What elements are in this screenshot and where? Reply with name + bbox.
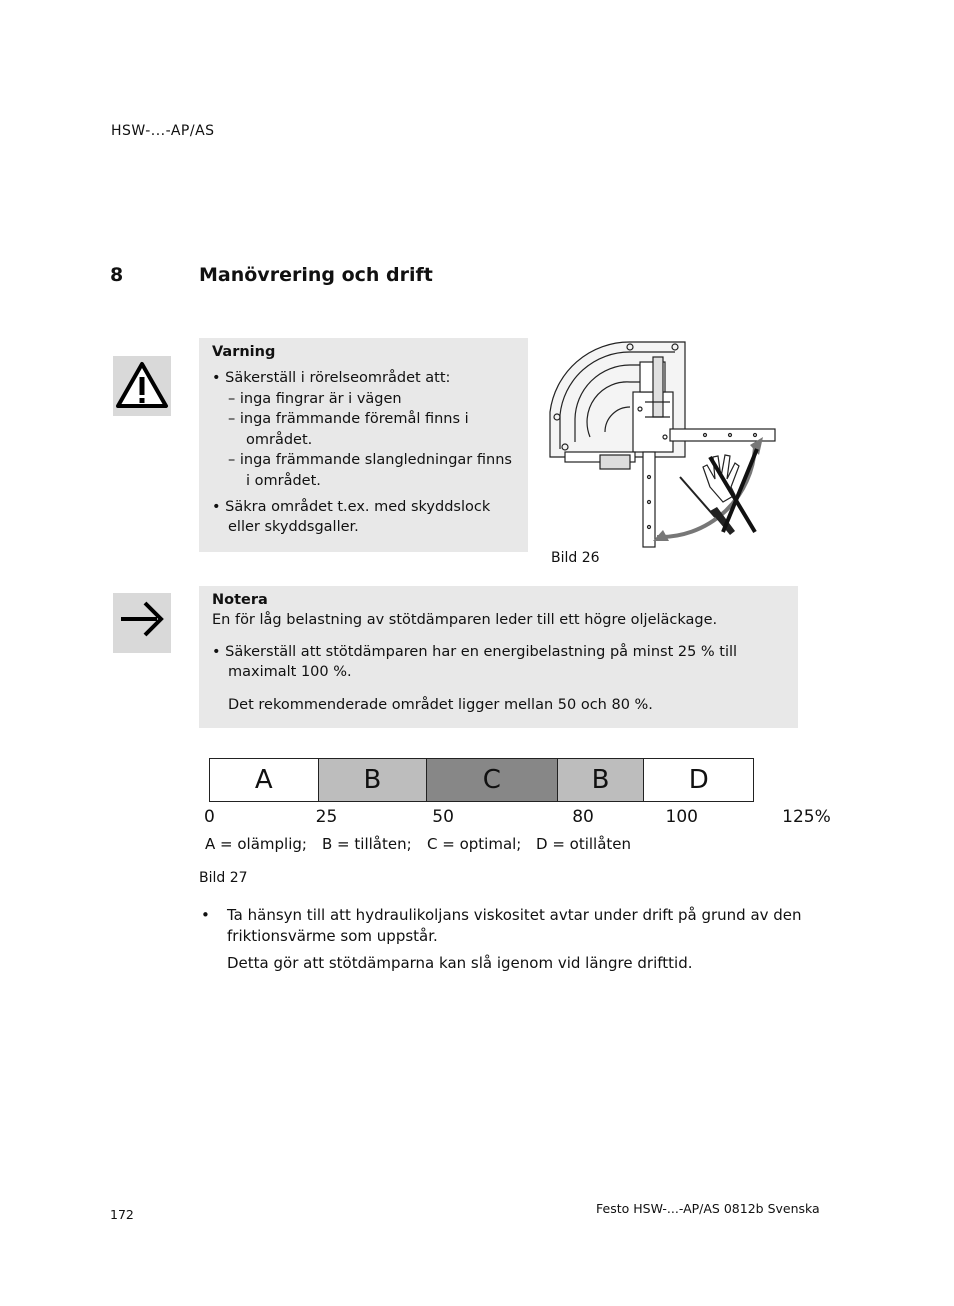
scale-tick-label: 80 <box>572 807 594 827</box>
scale-tick-label: 50 <box>432 807 454 827</box>
section-title: Manövrering och drift <box>199 264 433 286</box>
energy-load-scale <box>209 758 754 802</box>
scale-segment-c: C <box>427 759 557 801</box>
scale-legend-item: D = otillåten <box>536 835 632 853</box>
warning-line: • Säkra området t.ex. med skyddslock <box>212 499 491 515</box>
scale-segment-d: D <box>644 759 753 801</box>
warning-icon <box>113 356 171 416</box>
scale-tick-label: 125% <box>782 807 831 827</box>
warning-line: – inga främmande slangledningar finns <box>228 452 512 468</box>
body-bullet-marker: • <box>201 906 210 924</box>
warning-heading: Varning <box>212 344 276 360</box>
warning-line: området. <box>246 432 313 448</box>
warning-line: – inga främmande föremål finns i <box>228 411 469 427</box>
scale-tick-label: 100 <box>665 807 698 827</box>
warning-line: i området. <box>246 473 321 489</box>
scale-legend-item: C = optimal; <box>427 835 522 853</box>
gripper-hazard-drawing <box>545 337 780 552</box>
scale-segment-a: A <box>210 759 319 801</box>
note-heading: Notera <box>212 592 268 608</box>
note-bullet: • Säkerställ att stötdämparen har en energibelastning på minst 25 % till <box>212 644 738 660</box>
body-text: friktionsvärme som uppstår. <box>227 927 438 945</box>
body-text: Ta hänsyn till att hydraulikoljans viskositet avtar under drift på grund av den <box>227 906 802 924</box>
page-number: 172 <box>110 1207 134 1222</box>
arrow-right-icon <box>113 593 171 653</box>
document-header: HSW-...-AP/AS <box>111 123 215 139</box>
warning-line: • Säkerställ i rörelseområdet att: <box>212 370 451 386</box>
figure-27-caption: Bild 27 <box>199 870 248 886</box>
note-bullet: maximalt 100 %. <box>228 664 352 680</box>
warning-line: – inga fingrar är i vägen <box>228 391 402 407</box>
body-followup: Detta gör att stötdämparna kan slå igenom vid längre drifttid. <box>227 954 693 972</box>
scale-tick-label: 25 <box>315 807 338 827</box>
scale-tick-label: 0 <box>204 807 215 827</box>
scale-segment-b: B <box>319 759 428 801</box>
footer-doc-id: Festo HSW-...-AP/AS 0812b Svenska <box>596 1201 820 1216</box>
note-box <box>199 586 798 728</box>
note-intro: En för låg belastning av stötdämparen leder till ett högre oljeläckage. <box>212 612 718 628</box>
section-number: 8 <box>110 264 124 286</box>
figure-26-caption: Bild 26 <box>551 550 600 566</box>
warning-box <box>199 338 528 552</box>
scale-legend-item: B = tillåten; <box>322 835 412 853</box>
warning-line: eller skyddsgaller. <box>228 519 359 535</box>
scale-segment-b: B <box>558 759 645 801</box>
note-recommendation: Det rekommenderade området ligger mellan 50 och 80 %. <box>228 697 653 713</box>
scale-legend-item: A = olämplig; <box>205 835 307 853</box>
